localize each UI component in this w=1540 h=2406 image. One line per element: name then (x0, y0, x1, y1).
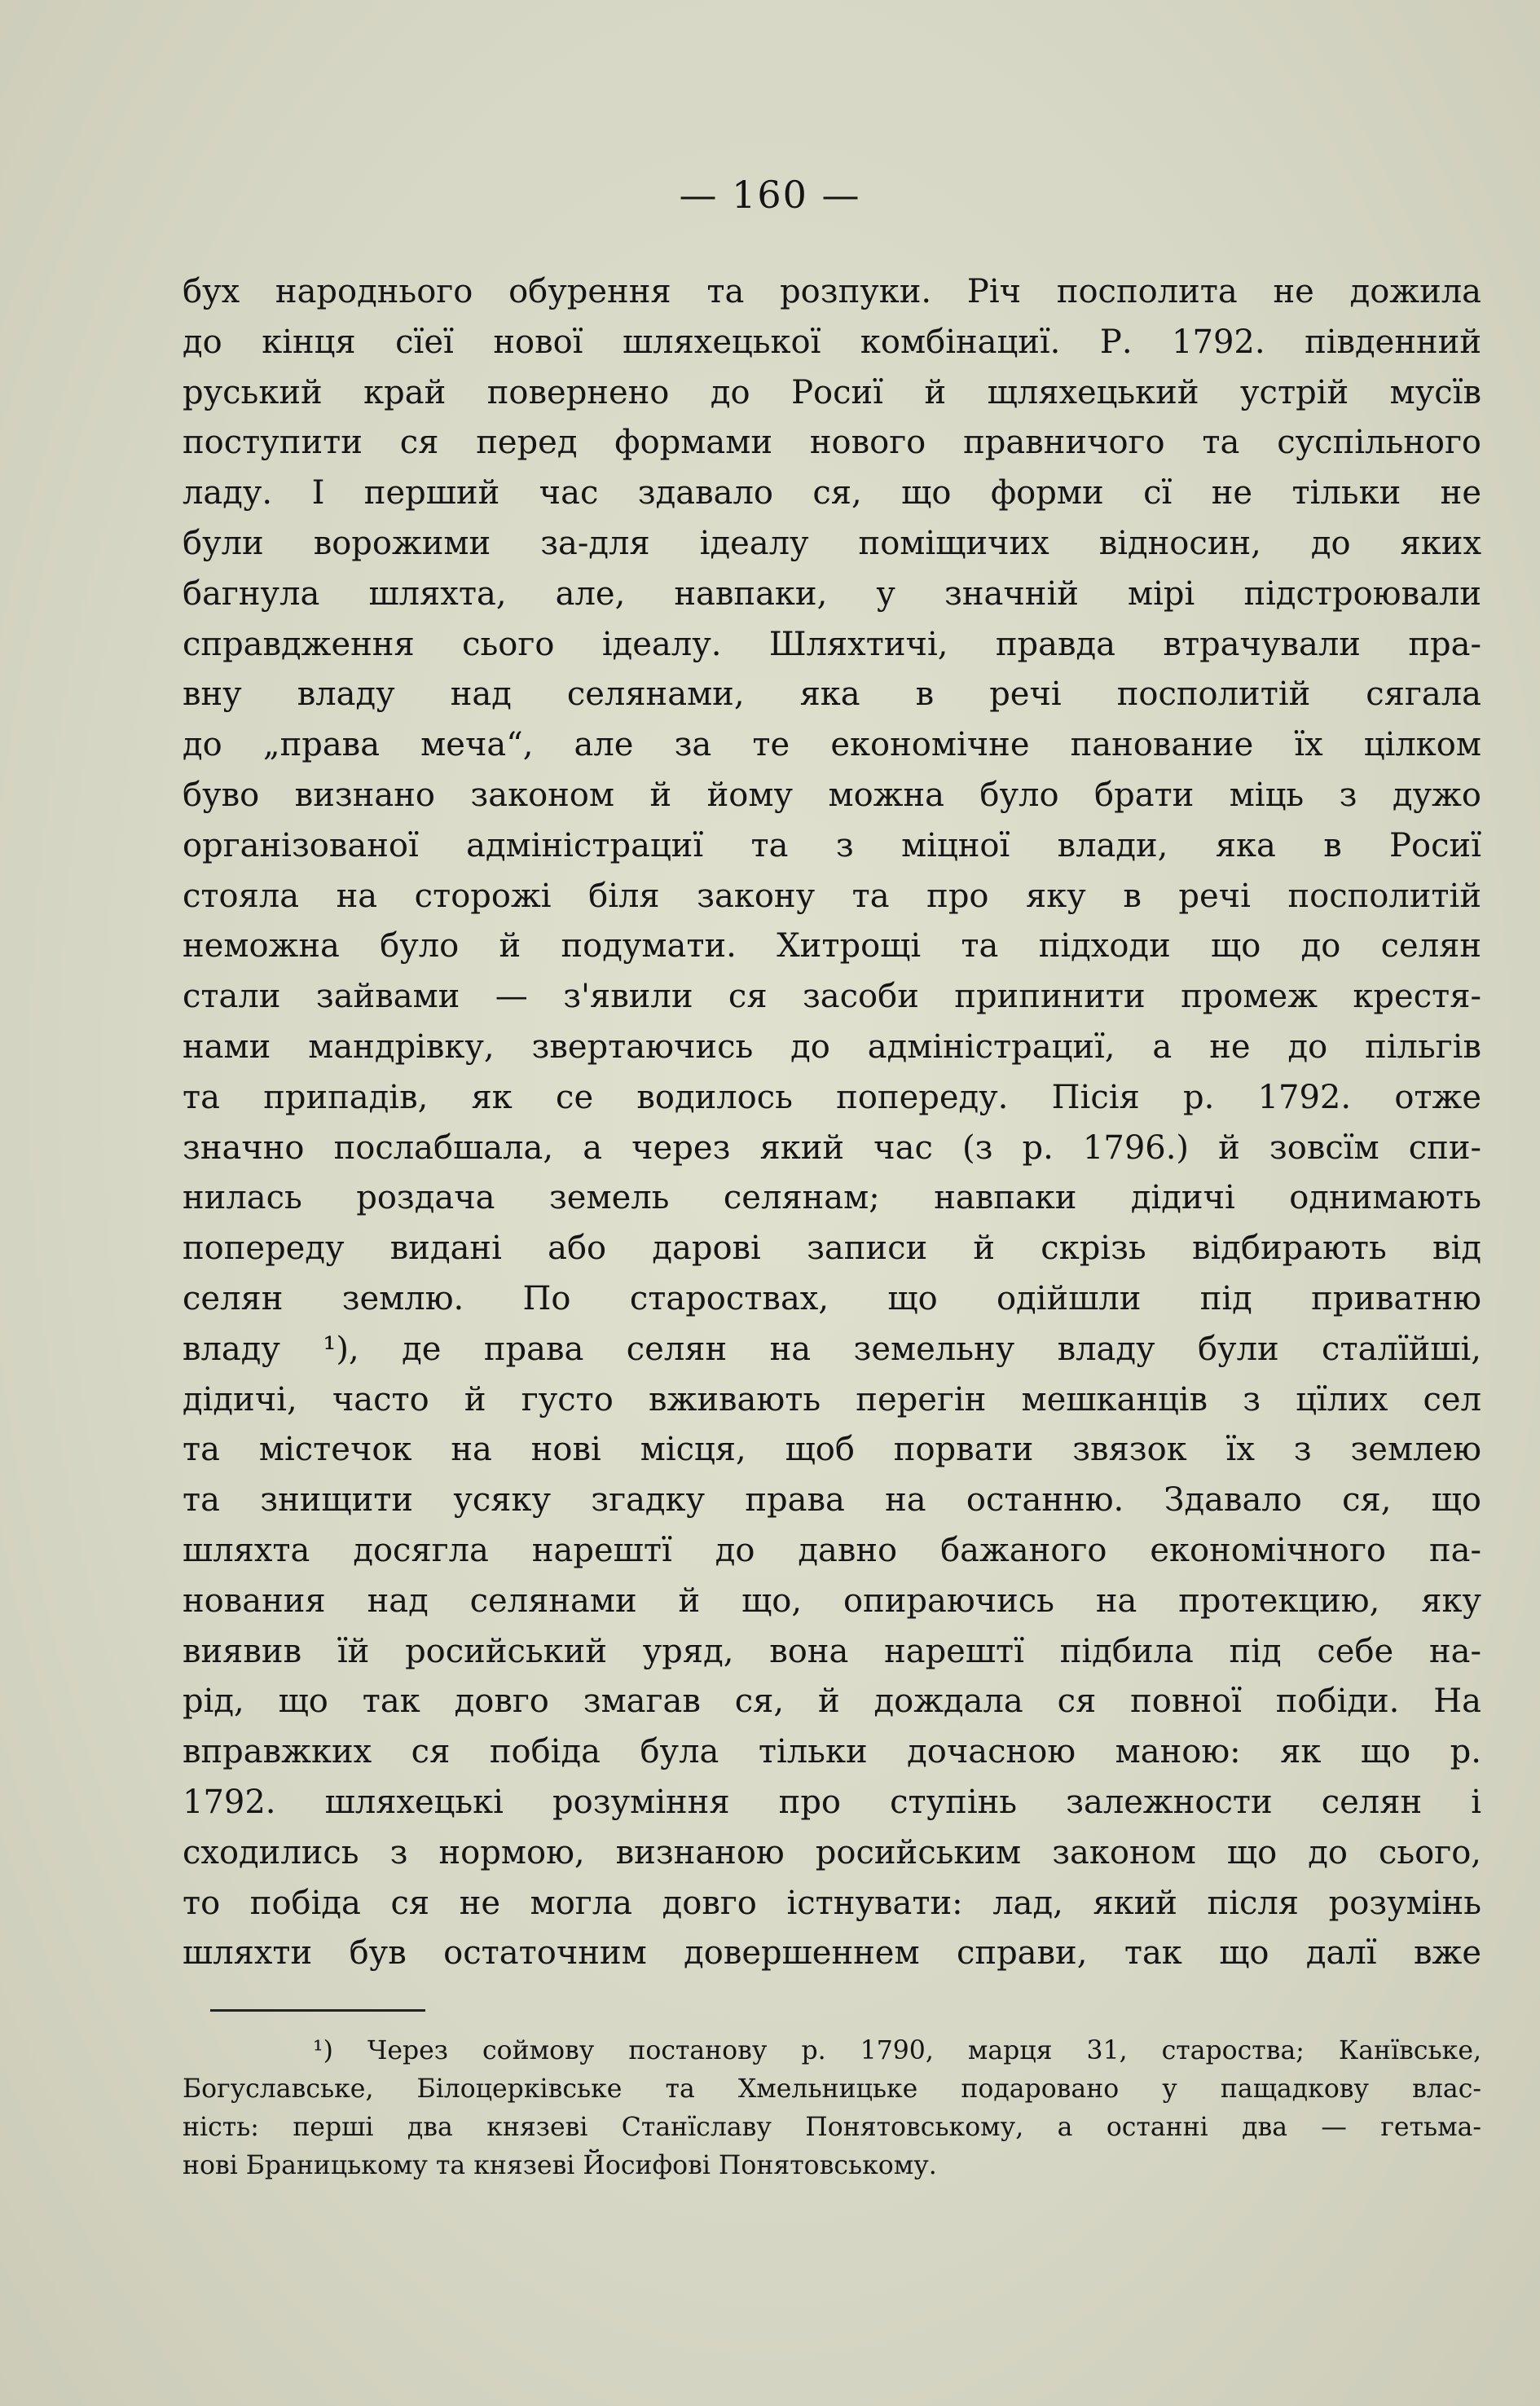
text-line: вну владу над селянами, яка в речі посполитій сягала (183, 675, 1481, 714)
text-line: організованої адміністрациї та з міцної влади, яка в Росиї (183, 826, 1481, 864)
text-line: та містечок на нові місця, щоб порвати звязок їх з землею (183, 1431, 1481, 1469)
text-line: були ворожими за-для ідеалу поміщичих відносин, до яких (183, 524, 1481, 562)
text-line: виявив їй росийський уряд, вона нарештї підбила під себе на- (183, 1632, 1481, 1670)
footnote-line: Богуславське, Білоцерківське та Хмельницьке подаровано у пащадкову влас- (183, 2074, 1481, 2104)
footnote-line: нові Браницькому та князеві Йосифові Понятовському. (183, 2151, 937, 2180)
text-line: нилась роздача земель селянам; навпаки дідичі однимають (183, 1179, 1481, 1217)
text-line: попереду видані або дарові записи й скрізь відбирають від (183, 1229, 1481, 1268)
text-line: сходились з нормою, визнаною росийським законом що до сього, (183, 1833, 1481, 1872)
text-line: неможна було й подумати. Хитрощі та підходи що до селян (183, 927, 1481, 965)
text-line: рід, що так довго змагав ся, й дождала ся повної побіди. На (183, 1682, 1481, 1721)
footnote (183, 2032, 1481, 2185)
text-line: до „права меча“, але за те економічне панование їх цілком (183, 726, 1481, 764)
text-line: бух народнього обурення та розпуки. Річ посполита не дожила (183, 273, 1481, 310)
text-line: справдження сього ідеалу. Шляхтичі, правда втрачували пра- (183, 625, 1481, 663)
text-line: нами мандрівку, звертаючись до адміністрациї, а не до пільгів (183, 1027, 1481, 1066)
text-line: руський край повернено до Росиї й щляхецький устрій мусїв (183, 373, 1481, 411)
text-line: вправжких ся побіда була тільки дочасною маною: як що р. (183, 1733, 1481, 1771)
page-number: — 160 — (679, 173, 861, 217)
text-line: до кінця сїеї нової шляхецької комбінациї. Р. 1792. південний (183, 323, 1481, 361)
footnote-line: ність: перші два князеві Станїславу Понятовському, а останні два — гетьма- (183, 2113, 1481, 2142)
text-line: 1792. шляхецькі розуміння про ступінь залежности селян і (183, 1783, 1481, 1821)
text-line: шляхта досягла нарештї до давно бажаного економічного па- (183, 1531, 1481, 1569)
text-line: дідичі, часто й густо вживають перегін мешканців з цїлих сел (183, 1380, 1481, 1419)
footnote-line: ¹) Через соймову постанову р. 1790, марця 31, староства; Канївське, (313, 2036, 1481, 2065)
text-line: то побіда ся не могла довго істнувати: лад, який після розумінь (183, 1884, 1481, 1922)
text-line: буво визнано законом й йому можна було брати міць з дужо (183, 776, 1481, 814)
text-line: владу ¹), де права селян на земельну владу були сталїйші, (183, 1330, 1481, 1368)
main-text (183, 267, 1481, 1979)
text-line: значно послабшала, а через який час (з р. 1796.) й зовсїм спи- (183, 1128, 1481, 1167)
text-line: стали зайвами — з'явили ся засоби припинити промеж крестя- (183, 978, 1481, 1016)
text-line: та припадів, як се водилось попереду. Пісія р. 1792. отже (183, 1078, 1481, 1116)
text-line: ладу. І перший час здавало ся, що форми сї не тільки не (183, 474, 1481, 512)
text-line: стояла на сторожі біля закону та про яку в речі посполитій (183, 877, 1481, 915)
text-line: та знищити усяку згадку права на останню. Здавало ся, що (183, 1481, 1481, 1520)
text-line: шляхти був остаточним довершеннем справи, так що далї вже (183, 1934, 1481, 1973)
text-line: селян землю. По староствах, що одійшли під приватню (183, 1279, 1481, 1317)
text-line: нования над селянами й що, опираючись на протекцию, яку (183, 1581, 1481, 1620)
text-line: поступити ся перед формами нового правничого та суспільного (183, 424, 1481, 462)
footnote-divider (210, 2009, 425, 2012)
text-line: багнула шляхта, але, навпаки, у значній мірі підстроювали (183, 574, 1481, 613)
